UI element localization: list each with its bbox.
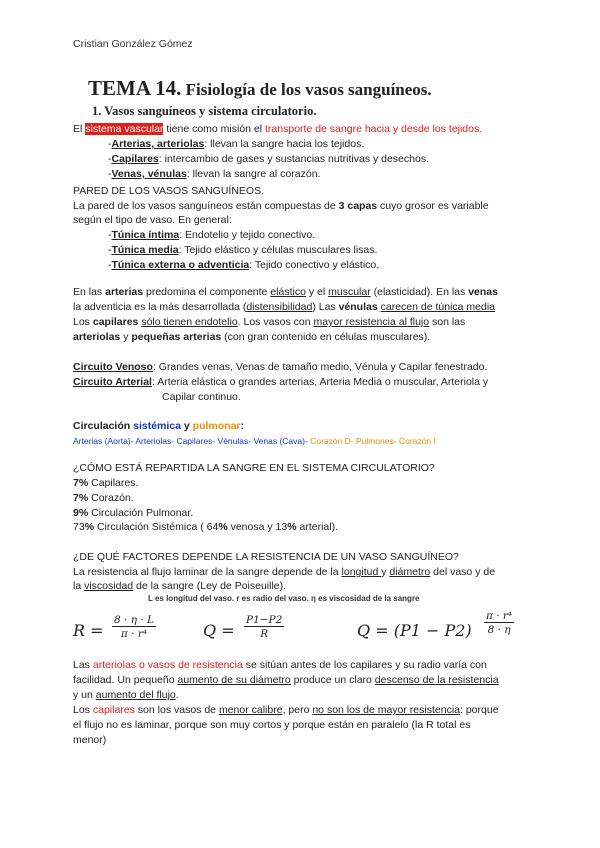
arterias-line — [73, 315, 465, 329]
reparto-item — [73, 476, 138, 490]
t: se sitúan antes de los capilares y su radio varía con — [242, 659, 487, 671]
t: produce un claro — [290, 674, 375, 686]
desc: : llevan la sangre al corazón. — [186, 168, 321, 180]
t: venosa y 13 — [227, 521, 288, 533]
t: mayor resistencia al flujo — [313, 316, 430, 328]
list-item: -Arterias, arteriolas: llevan la sangre hacia los tejidos. — [108, 138, 365, 150]
bold: 3 capas — [338, 200, 378, 212]
t: predomina el componente — [143, 286, 271, 298]
t: (con gran contenido en células musculares). — [221, 331, 431, 343]
desc: : Arteria elástica o grandes arterias, Arteria Media o muscular, Arteriola y — [151, 376, 489, 388]
text: tiene como misión el — [163, 123, 266, 135]
resistencia-line — [73, 579, 286, 593]
formula-2-fraction — [244, 614, 284, 640]
t: Los — [73, 316, 93, 328]
t: del vaso y de — [430, 566, 496, 578]
formula-3-fraction — [484, 610, 514, 636]
t: la adventicia es la más desarrollada ( — [73, 301, 247, 313]
pared-heading: PARED DE LOS VASOS SANGUÍNEOS. — [73, 185, 264, 197]
t: En las — [73, 286, 106, 298]
t: sólo tienen endotelio — [141, 316, 238, 328]
term: Capilares — [111, 153, 159, 165]
t: ) Las — [312, 301, 339, 313]
author-name: Cristian González Gómez — [73, 38, 193, 50]
t: Circulación Sistémica ( 64 — [94, 521, 219, 533]
formula-2-lhs: Q = — [203, 621, 235, 640]
pct: 7% — [73, 477, 89, 489]
t: arterial). — [296, 521, 338, 533]
formula-1-num: 8 · η · L — [114, 614, 154, 626]
t: vénulas — [338, 301, 378, 313]
list-item: -Venas, vénulas: llevan la sangre al corazón. — [108, 168, 321, 180]
term: Túnica externa o adventicia — [111, 259, 250, 271]
desc: : Tejido conectivo y elástico. — [249, 259, 380, 271]
formula-2-den: R — [260, 628, 269, 640]
t: carecen de túnica media — [380, 301, 496, 313]
arteriolas-line — [73, 688, 179, 702]
circuito-venoso — [73, 360, 487, 374]
capilares-line: menor) — [73, 734, 107, 746]
t: diámetro — [389, 566, 431, 578]
t: arterias — [105, 286, 144, 298]
t: longitud — [341, 566, 382, 578]
t: arteriolas — [73, 331, 121, 343]
t: Los — [73, 704, 93, 716]
t: capilares — [92, 316, 139, 328]
desc: Circulación Pulmonar. — [88, 507, 194, 519]
t: distensibilidad — [246, 301, 313, 313]
list-item: -Túnica media: Tejido elástico y células musculares lisas. — [108, 244, 378, 256]
capilares-line — [73, 703, 499, 717]
resistencia-line — [73, 565, 495, 579]
list-item: -Túnica íntima: Endotelio y tejido conectivo. — [108, 229, 316, 241]
term: Venas, vénulas — [111, 168, 187, 180]
list-item: -Capilares: intercambio de gases y sustancias nutritivas y desechos. — [108, 153, 429, 165]
t: . — [175, 689, 179, 701]
t: de la sangre (Ley de Poiseuille). — [133, 580, 287, 592]
text: El — [73, 123, 86, 135]
resistencia-heading: ¿DE QUÉ FACTORES DEPENDE LA RESISTENCIA DE UN VASO SANGUÍNEO? — [73, 551, 459, 563]
t: arteriolas o vasos de resistencia — [92, 659, 243, 671]
intro-paragraph — [73, 122, 482, 136]
t: no son los de mayor resistencia — [312, 704, 460, 716]
formula-1-fraction — [112, 614, 156, 640]
text: La pared de los vasos sanguíneos están compuestas de — [73, 200, 339, 212]
circulacion-heading — [73, 419, 244, 433]
term: Túnica media — [111, 244, 179, 256]
t: pulmonar — [192, 420, 241, 432]
t: 73 — [73, 521, 85, 533]
arterias-line — [73, 330, 430, 344]
t: pequeñas arterias — [131, 331, 222, 343]
arteriolas-line — [73, 673, 499, 687]
formula-note: L es longitud del vaso. r es radio del vaso. η es viscosidad de la sangre — [148, 594, 420, 603]
t: Circulación — [73, 420, 134, 432]
t: facilidad. Un pequeño — [73, 674, 178, 686]
text: cuyo grosor es variable — [377, 200, 489, 212]
t: muscular — [328, 286, 371, 298]
formula-1-den: π · r⁴ — [120, 628, 148, 640]
pared-line: según el tipo de vaso. En general: — [73, 214, 232, 226]
title-text: Fisiología de los vasos sanguíneos. — [181, 80, 432, 99]
section-heading: 1. Vasos sanguíneos y sistema circulatorio. — [92, 104, 317, 118]
route-orange: Corazón D- Pulmones- Corazón I — [310, 436, 436, 446]
pct: 9% — [73, 507, 89, 519]
t: capilares — [92, 704, 135, 716]
title-number: TEMA 14. — [88, 76, 182, 100]
list-item: -Túnica externa o adventicia: Tejido conectivo y elástico. — [108, 259, 380, 271]
formula-3-lhs: Q = (P1 − P2) — [357, 621, 472, 640]
desc: : Endotelio y tejido conectivo. — [179, 229, 316, 241]
circuito-arterial — [73, 375, 488, 389]
t: aumento del flujo — [95, 689, 176, 701]
t: La resistencia al flujo laminar de la sangre depende de la — [73, 566, 342, 578]
t: descenso de la resistencia — [374, 674, 499, 686]
formula-1-lhs: R = — [73, 621, 104, 640]
arteriolas-line — [73, 658, 487, 672]
desc: : Grandes venas, Venas de tamaño medio, Vénula y Capilar fenestrado. — [152, 361, 488, 373]
t: : — [240, 420, 245, 432]
t: Las — [73, 659, 93, 671]
t: son los vasos de — [134, 704, 219, 716]
red-text: transporte de sangre hacia y desde los tejidos. — [265, 123, 483, 135]
desc: : Tejido elástico y células musculares lisas. — [178, 244, 378, 256]
desc: Capilares. — [88, 477, 139, 489]
t: y — [381, 566, 390, 578]
t: y un — [73, 689, 96, 701]
t: , pero — [282, 704, 313, 716]
t: venas — [468, 286, 498, 298]
pct: 7% — [73, 492, 89, 504]
t: son las — [429, 316, 466, 328]
desc: : llevan la sangre hacia los tejidos. — [204, 138, 365, 150]
term: Arterias, arteriolas — [111, 138, 205, 150]
reparto-heading: ¿CÓMO ESTÁ REPARTIDA LA SANGRE EN EL SISTEMA CIRCULATORIO? — [73, 462, 435, 474]
reparto-item — [73, 506, 193, 520]
desc: : intercambio de gases y sustancias nutritivas y desechos. — [158, 153, 429, 165]
circuito-arterial-cont: Capilar continuo. — [162, 391, 241, 403]
t: y — [180, 420, 193, 432]
term: Túnica íntima — [111, 229, 180, 241]
t: elástico — [270, 286, 306, 298]
t: sistémica — [133, 420, 181, 432]
page-title — [88, 76, 432, 101]
t: y el — [305, 286, 329, 298]
t: % — [287, 521, 297, 533]
t: y — [120, 331, 132, 343]
t: % — [218, 521, 228, 533]
route-blue: Arterias (Aorta)- Arteriolas- Capilares- Vénulas- Venas (Cava)- — [73, 436, 311, 446]
t: viscosidad — [84, 580, 134, 592]
formula-2-num: P1−P2 — [246, 614, 283, 626]
desc: Corazón. — [88, 492, 134, 504]
reparto-item — [73, 491, 134, 505]
t: . Los vasos con — [237, 316, 314, 328]
term: Circuito Venoso — [73, 361, 153, 373]
pared-line — [73, 199, 489, 213]
t: % — [84, 521, 95, 533]
t: menor calibre — [218, 704, 283, 716]
t: aumento de su diámetro — [177, 674, 291, 686]
reparto-item — [73, 520, 338, 534]
circulacion-route — [73, 434, 436, 448]
arterias-line — [73, 300, 495, 314]
formula-3-den: 8 · η — [487, 624, 511, 636]
formula-3-num: π · r⁴ — [486, 610, 513, 622]
highlight-term: sistema vascular — [85, 123, 164, 135]
t: la — [73, 580, 85, 592]
term: Circuito Arterial — [73, 376, 152, 388]
capilares-line: el flujo no es laminar, porque son muy cortos y porque están en paralelo (la R total es — [73, 719, 471, 731]
t: : porque — [460, 704, 499, 716]
arterias-line — [73, 285, 498, 299]
t: (elasticidad). En las — [370, 286, 469, 298]
